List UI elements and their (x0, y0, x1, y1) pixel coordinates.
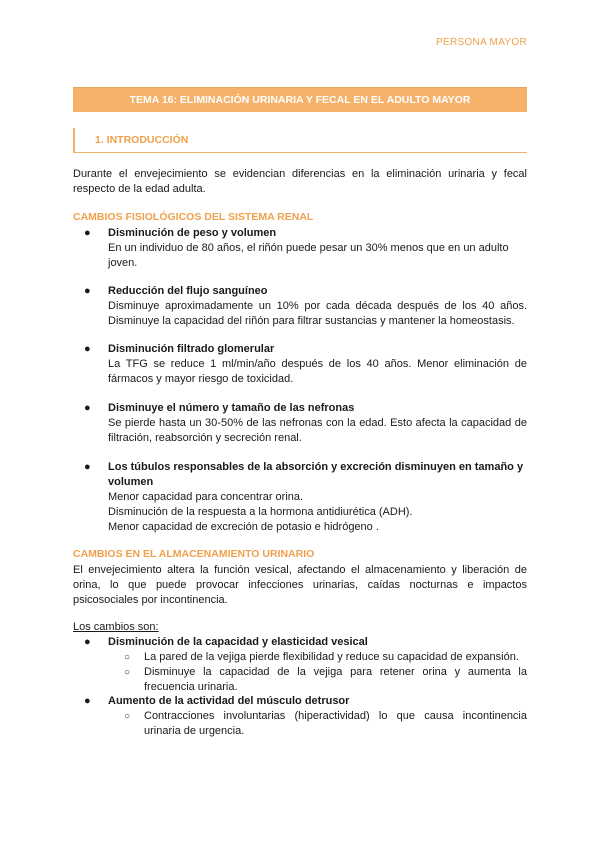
list-item-text: Menor capacidad de excreción de potasio e hidrógeno . (108, 521, 379, 533)
list-item-text: En un individuo de 80 años, el riñón puede pesar un 30% menos que en un adulto joven. (108, 242, 509, 269)
sub-list-item (124, 650, 527, 665)
bullet-icon: ● (84, 285, 91, 297)
storage-changes-heading: CAMBIOS EN EL ALMACENAMIENTO URINARIO (73, 548, 315, 560)
list-item (84, 284, 527, 329)
sub-list-item-text: Contracciones involuntarias (hiperactividad) lo que causa incontinencia urinaria de urgencia. (144, 710, 527, 737)
bullet-icon: ● (84, 343, 91, 355)
bullet-icon: ● (84, 695, 91, 707)
circle-bullet-icon: ○ (124, 652, 131, 663)
topic-title-bar (73, 87, 527, 112)
list-item (84, 694, 527, 709)
sub-list-item-text: Disminuye la capacidad de la vejiga para retener orina y aumenta la frecuencia urinaria. (144, 666, 527, 693)
sub-list-item (124, 665, 527, 695)
list-item (84, 635, 527, 650)
circle-bullet-icon: ○ (124, 711, 131, 722)
list-item-title: Reducción del flujo sanguíneo (108, 285, 268, 297)
intro-paragraph: Durante el envejecimiento se evidencian diferencias en la eliminación urinaria y fecal respecto de la edad adulta. (73, 168, 527, 195)
section-heading-text: 1. INTRODUCCIÓN (95, 134, 189, 146)
list-item (84, 342, 527, 387)
list-item (84, 460, 527, 535)
storage-intro-paragraph: El envejecimiento altera la función vesical, afectando el almacenamiento y liberación de orina, lo que puede provocar infecciones urinarias, caídas nocturnas e impactos psicosociales por incontinencia. (73, 564, 527, 606)
bullet-icon: ● (84, 402, 91, 414)
list-item-text: La TFG se reduce 1 ml/min/año después de los 40 años. Menor eliminación de fármacos y mayor riesgo de toxicidad. (108, 358, 527, 385)
changes-label: Los cambios son: (73, 621, 159, 633)
list-item-title: Disminuye el número y tamaño de las nefronas (108, 402, 355, 414)
list-item (84, 401, 527, 446)
list-item-title: Disminución de peso y volumen (108, 227, 277, 239)
bullet-icon: ● (84, 227, 91, 239)
list-item (84, 226, 527, 271)
list-item-title: Aumento de la actividad del músculo detrusor (108, 695, 350, 707)
sub-list-item (124, 709, 527, 739)
topic-title: TEMA 16: ELIMINACIÓN URINARIA Y FECAL EN EL ADULTO MAYOR (129, 94, 471, 106)
list-item-title: Los túbulos responsables de la absorción y excreción disminuyen en tamaño y volumen (108, 461, 524, 488)
circle-bullet-icon: ○ (124, 667, 131, 678)
list-item-text: Se pierde hasta un 30-50% de las nefronas con la edad. Esto afecta la capacidad de filtración, reabsorción y secreción renal. (108, 417, 527, 444)
list-item-text: Menor capacidad para concentrar orina. (108, 491, 304, 503)
sub-list-item-text: La pared de la vejiga pierde flexibilidad y reduce su capacidad de expansión. (144, 651, 519, 663)
list-item-title: Disminución de la capacidad y elasticidad vesical (108, 636, 368, 648)
list-item-text: Disminuye aproximadamente un 10% por cada década después de los 40 años. Disminuye la capacidad del riñón para filtrar sustancias y mantener la homeostasis. (108, 300, 527, 327)
renal-changes-heading: CAMBIOS FISIOLÓGICOS DEL SISTEMA RENAL (73, 211, 314, 223)
section-heading-introduction (73, 128, 527, 153)
header-tag: PERSONA MAYOR (436, 37, 527, 48)
list-item-text: Disminución de la respuesta a la hormona antidiurética (ADH). (108, 506, 413, 518)
list-item-title: Disminución filtrado glomerular (108, 343, 275, 355)
bullet-icon: ● (84, 636, 91, 648)
bullet-icon: ● (84, 461, 91, 473)
